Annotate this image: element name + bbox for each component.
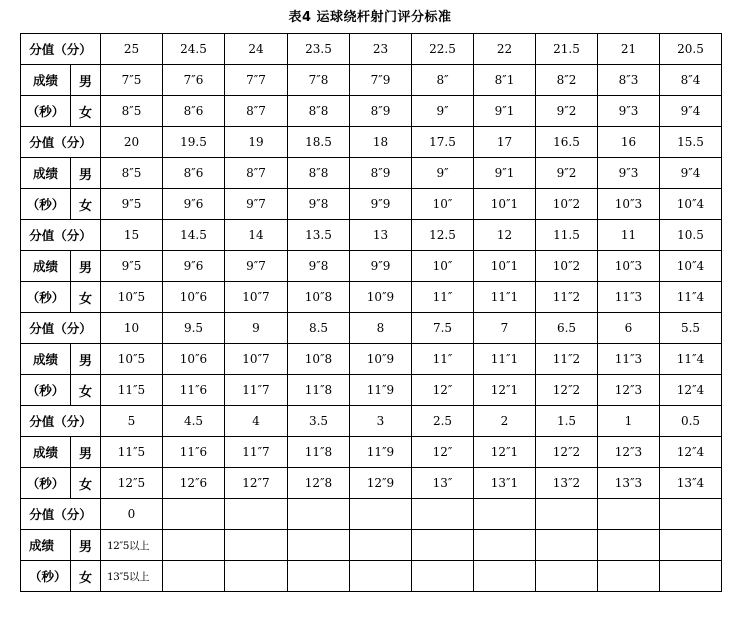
female-time: 8″5 — [101, 96, 163, 127]
female-time: 13″2 — [536, 468, 598, 499]
male-time: 12″3 — [598, 437, 660, 468]
score-value: 9 — [225, 313, 288, 344]
score-value: 14.5 — [163, 220, 225, 251]
score-value — [225, 499, 288, 530]
female-time — [474, 561, 536, 592]
male-result-row — [21, 65, 722, 96]
score-value — [536, 499, 598, 530]
female-time — [350, 561, 412, 592]
male-time: 9″2 — [536, 158, 598, 189]
score-value — [598, 499, 660, 530]
female-time: 10″8 — [288, 282, 350, 313]
female-time: 11″8 — [288, 375, 350, 406]
female-time: 12″6 — [163, 468, 225, 499]
female-time — [288, 561, 350, 592]
score-label: 分值（分） — [21, 406, 101, 437]
female-time: 12″9 — [350, 468, 412, 499]
male-time: 8″6 — [163, 158, 225, 189]
female-time: 11″2 — [536, 282, 598, 313]
male-time: 9″5 — [101, 251, 163, 282]
score-value: 0 — [101, 499, 163, 530]
male-time: 9″3 — [598, 158, 660, 189]
male-label: 男 — [71, 344, 101, 375]
score-value: 13 — [350, 220, 412, 251]
score-label: 分值（分） — [21, 127, 101, 158]
score-value: 9.5 — [163, 313, 225, 344]
male-time: 9″6 — [163, 251, 225, 282]
female-time: 8″8 — [288, 96, 350, 127]
score-value: 22 — [474, 34, 536, 65]
female-time: 9″6 — [163, 189, 225, 220]
male-time: 10″1 — [474, 251, 536, 282]
female-time: 10″5 — [101, 282, 163, 313]
male-time: 8″7 — [225, 158, 288, 189]
unit-label: （秒） — [21, 282, 71, 313]
male-label: 男 — [71, 158, 101, 189]
score-value: 17.5 — [412, 127, 474, 158]
male-time: 9″4 — [660, 158, 722, 189]
male-time: 11″5 — [101, 437, 163, 468]
female-label: 女 — [71, 189, 101, 220]
score-value: 19.5 — [163, 127, 225, 158]
female-time — [536, 561, 598, 592]
male-time: 10″8 — [288, 344, 350, 375]
male-time: 8″2 — [536, 65, 598, 96]
male-time — [412, 530, 474, 561]
score-value: 8 — [350, 313, 412, 344]
score-value: 11.5 — [536, 220, 598, 251]
male-time — [474, 530, 536, 561]
score-value: 18.5 — [288, 127, 350, 158]
score-value: 4.5 — [163, 406, 225, 437]
male-time: 11″6 — [163, 437, 225, 468]
female-time: 9″1 — [474, 96, 536, 127]
result-label: 成绩 — [21, 158, 71, 189]
score-value: 20 — [101, 127, 163, 158]
female-result-row — [21, 468, 722, 499]
female-time — [660, 561, 722, 592]
male-time — [225, 530, 288, 561]
female-label: 女 — [71, 96, 101, 127]
male-time: 7″9 — [350, 65, 412, 96]
female-time: 11″ — [412, 282, 474, 313]
female-label: 女 — [71, 561, 101, 592]
score-label: 分值（分） — [21, 34, 101, 65]
score-value: 6 — [598, 313, 660, 344]
female-time: 9″7 — [225, 189, 288, 220]
female-time: 12″7 — [225, 468, 288, 499]
female-time: 11″9 — [350, 375, 412, 406]
male-time: 8″3 — [598, 65, 660, 96]
female-time: 10″1 — [474, 189, 536, 220]
female-time: 11″5 — [101, 375, 163, 406]
female-label: 女 — [71, 468, 101, 499]
male-time: 7″5 — [101, 65, 163, 96]
female-result-row — [21, 375, 722, 406]
female-time: 10″3 — [598, 189, 660, 220]
score-value: 21 — [598, 34, 660, 65]
female-time: 11″6 — [163, 375, 225, 406]
female-time: 11″1 — [474, 282, 536, 313]
male-time — [163, 530, 225, 561]
male-time: 11″ — [412, 344, 474, 375]
score-row — [21, 220, 722, 251]
male-time: 7″6 — [163, 65, 225, 96]
male-result-row — [21, 344, 722, 375]
female-label: 女 — [71, 375, 101, 406]
unit-label: （秒） — [21, 561, 71, 592]
score-row — [21, 406, 722, 437]
result-label: 成绩 — [21, 344, 71, 375]
male-time: 8″1 — [474, 65, 536, 96]
male-time: 10″9 — [350, 344, 412, 375]
female-time: 10″6 — [163, 282, 225, 313]
female-time: 12″1 — [474, 375, 536, 406]
female-result-row — [21, 189, 722, 220]
male-time: 11″1 — [474, 344, 536, 375]
male-time — [350, 530, 412, 561]
score-value: 0.5 — [660, 406, 722, 437]
score-value: 17 — [474, 127, 536, 158]
score-value: 24 — [225, 34, 288, 65]
male-time: 11″2 — [536, 344, 598, 375]
score-value: 8.5 — [288, 313, 350, 344]
score-value: 15.5 — [660, 127, 722, 158]
male-time: 10″6 — [163, 344, 225, 375]
female-result-row — [21, 561, 722, 592]
male-time — [288, 530, 350, 561]
score-value — [412, 499, 474, 530]
male-result-row — [21, 530, 722, 561]
score-value: 3.5 — [288, 406, 350, 437]
score-value: 10.5 — [660, 220, 722, 251]
result-label: 成绩 — [21, 251, 71, 282]
female-time: 11″7 — [225, 375, 288, 406]
male-time: 10″ — [412, 251, 474, 282]
male-time: 11″3 — [598, 344, 660, 375]
male-time: 8″9 — [350, 158, 412, 189]
female-time: 13″1 — [474, 468, 536, 499]
score-value: 2.5 — [412, 406, 474, 437]
score-value: 15 — [101, 220, 163, 251]
male-time: 9″9 — [350, 251, 412, 282]
female-time: 10″7 — [225, 282, 288, 313]
score-label: 分值（分） — [21, 313, 101, 344]
female-time: 9″4 — [660, 96, 722, 127]
score-value: 14 — [225, 220, 288, 251]
score-value — [474, 499, 536, 530]
female-time: 9″3 — [598, 96, 660, 127]
score-row — [21, 313, 722, 344]
score-value: 5.5 — [660, 313, 722, 344]
female-time — [225, 561, 288, 592]
female-time: 12″4 — [660, 375, 722, 406]
result-label: 成绩 — [21, 437, 71, 468]
score-value — [163, 499, 225, 530]
result-label: 成绩 — [21, 530, 71, 561]
score-value — [350, 499, 412, 530]
male-time: 10″3 — [598, 251, 660, 282]
score-row — [21, 127, 722, 158]
male-time: 9″1 — [474, 158, 536, 189]
female-time: 8″7 — [225, 96, 288, 127]
female-time: 8″9 — [350, 96, 412, 127]
score-value: 10 — [101, 313, 163, 344]
female-time: 12″3 — [598, 375, 660, 406]
unit-label: （秒） — [21, 468, 71, 499]
female-time: 10″9 — [350, 282, 412, 313]
male-time: 11″7 — [225, 437, 288, 468]
male-time: 10″4 — [660, 251, 722, 282]
female-result-row — [21, 96, 722, 127]
score-value: 13.5 — [288, 220, 350, 251]
score-value: 1 — [598, 406, 660, 437]
score-value: 23.5 — [288, 34, 350, 65]
score-value: 25 — [101, 34, 163, 65]
male-time: 12″2 — [536, 437, 598, 468]
score-value: 21.5 — [536, 34, 598, 65]
male-label: 男 — [71, 65, 101, 96]
female-time: 11″3 — [598, 282, 660, 313]
score-value — [288, 499, 350, 530]
female-time: 10″ — [412, 189, 474, 220]
male-time: 9″ — [412, 158, 474, 189]
female-time: 13″3 — [598, 468, 660, 499]
female-time: 12″2 — [536, 375, 598, 406]
female-time: 10″2 — [536, 189, 598, 220]
score-value: 22.5 — [412, 34, 474, 65]
male-time: 9″7 — [225, 251, 288, 282]
male-time: 8″8 — [288, 158, 350, 189]
female-time — [598, 561, 660, 592]
male-label: 男 — [71, 437, 101, 468]
score-value: 7.5 — [412, 313, 474, 344]
male-time: 12″ — [412, 437, 474, 468]
score-value: 5 — [101, 406, 163, 437]
male-time: 12″1 — [474, 437, 536, 468]
score-value: 11 — [598, 220, 660, 251]
male-time: 7″7 — [225, 65, 288, 96]
score-label: 分值（分） — [21, 499, 101, 530]
female-time: 13″4 — [660, 468, 722, 499]
male-time: 8″5 — [101, 158, 163, 189]
female-time: 9″ — [412, 96, 474, 127]
male-time — [598, 530, 660, 561]
female-time: 12″5 — [101, 468, 163, 499]
female-time: 12″ — [412, 375, 474, 406]
female-time: 13″ — [412, 468, 474, 499]
male-result-row — [21, 251, 722, 282]
score-value: 12 — [474, 220, 536, 251]
female-time — [163, 561, 225, 592]
female-time: 13″5以上 — [101, 561, 163, 592]
male-time: 11″9 — [350, 437, 412, 468]
score-value: 18 — [350, 127, 412, 158]
unit-label: （秒） — [21, 96, 71, 127]
score-value: 20.5 — [660, 34, 722, 65]
female-time: 8″6 — [163, 96, 225, 127]
male-label: 男 — [71, 251, 101, 282]
male-result-row — [21, 158, 722, 189]
female-time: 12″8 — [288, 468, 350, 499]
male-time — [536, 530, 598, 561]
score-value: 16 — [598, 127, 660, 158]
unit-label: （秒） — [21, 375, 71, 406]
male-time: 8″4 — [660, 65, 722, 96]
score-value: 16.5 — [536, 127, 598, 158]
score-label: 分值（分） — [21, 220, 101, 251]
female-time: 9″2 — [536, 96, 598, 127]
female-time: 9″8 — [288, 189, 350, 220]
female-label: 女 — [71, 282, 101, 313]
score-value: 7 — [474, 313, 536, 344]
score-value: 19 — [225, 127, 288, 158]
score-value: 4 — [225, 406, 288, 437]
scoring-table — [20, 33, 722, 592]
male-time: 10″2 — [536, 251, 598, 282]
score-value: 6.5 — [536, 313, 598, 344]
female-time: 10″4 — [660, 189, 722, 220]
unit-label: （秒） — [21, 189, 71, 220]
male-time: 11″8 — [288, 437, 350, 468]
male-result-row — [21, 437, 722, 468]
male-time: 9″8 — [288, 251, 350, 282]
female-time: 11″4 — [660, 282, 722, 313]
score-value: 24.5 — [163, 34, 225, 65]
male-time: 11″4 — [660, 344, 722, 375]
male-time: 8″ — [412, 65, 474, 96]
score-value: 2 — [474, 406, 536, 437]
male-label: 男 — [71, 530, 101, 561]
score-value: 23 — [350, 34, 412, 65]
female-time — [412, 561, 474, 592]
female-time: 9″9 — [350, 189, 412, 220]
male-time: 10″5 — [101, 344, 163, 375]
score-value: 3 — [350, 406, 412, 437]
male-time — [660, 530, 722, 561]
male-time: 7″8 — [288, 65, 350, 96]
female-result-row — [21, 282, 722, 313]
score-value: 12.5 — [412, 220, 474, 251]
score-value — [660, 499, 722, 530]
table-title: 表4 运球绕杆射门评分标准 — [288, 10, 452, 25]
female-time: 9″5 — [101, 189, 163, 220]
score-row — [21, 499, 722, 530]
male-time: 12″4 — [660, 437, 722, 468]
result-label: 成绩 — [21, 65, 71, 96]
score-value: 1.5 — [536, 406, 598, 437]
score-row — [21, 34, 722, 65]
male-time: 10″7 — [225, 344, 288, 375]
male-time: 12″5以上 — [101, 530, 163, 561]
